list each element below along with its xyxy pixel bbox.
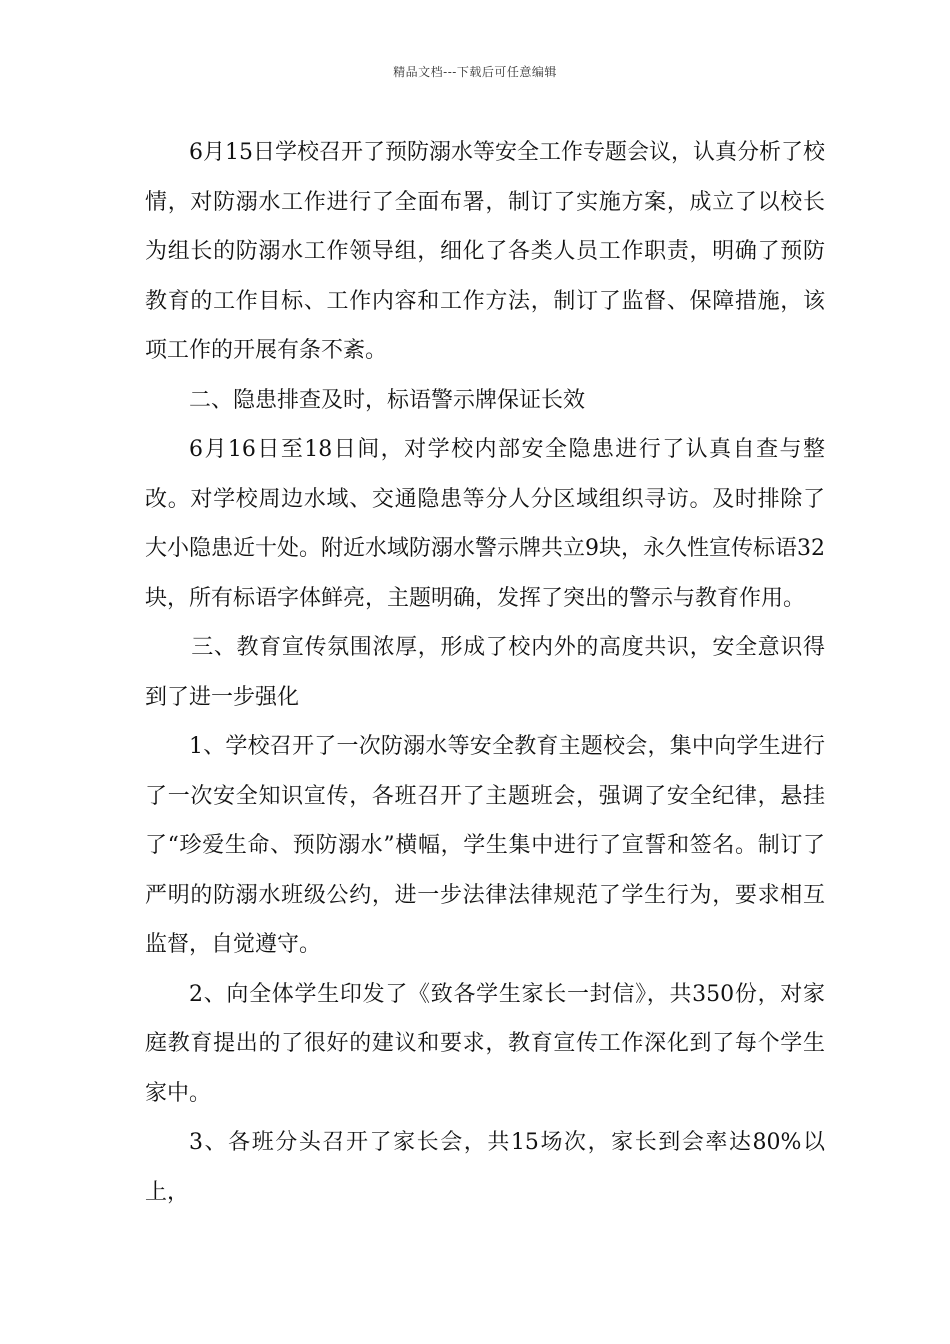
paragraph-item-1: 1、学校召开了一次防溺水等安全教育主题校会，集中向学生进行了一次安全知识宣传，各班召开了主题班会，强调了安全纪律，悬挂了“珍爱生命、预防溺水”横幅，学生集中进行了宣誓和签名。制订了严明的防溺水班级公约，进一步法律法律规范了学生行为，要求相互监督，自觉遵守。 — [145, 734, 825, 957]
section-heading-3: 三、教育宣传氛围浓厚，形成了校内外的高度共识，安全意识得到了进一步强化 — [145, 635, 825, 710]
paragraph-item-3: 3、各班分头召开了家长会，共15场次，家长到会率达80%以上， — [145, 1130, 825, 1205]
paragraph-meeting: 6月15日学校召开了预防溺水等安全工作专题会议，认真分析了校情，对防溺水工作进行了全面布署，制订了实施方案，成立了以校长为组长的防溺水工作领导组，细化了各类人员工作职责，明确了预防教育的工作目标、工作内容和工作方法，制订了监督、保障措施，该项工作的开展有条不紊。 — [145, 140, 825, 363]
paragraph-item-2: 2、向全体学生印发了《致各学生家长一封信》，共350份，对家庭教育提出的了很好的建议和要求，教育宣传工作深化到了每个学生家中。 — [145, 981, 825, 1106]
paragraph-hazard-check: 6月16日至18日间，对学校内部安全隐患进行了认真自查与整改。对学校周边水域、交通隐患等分人分区域组织寻访。及时排除了大小隐患近十处。附近水域防溺水警示牌共立9块，永久性宣传标语32块，所有标语字体鲜亮，主题明确，发挥了突出的警示与教育作用。 — [145, 437, 825, 611]
section-heading-2: 二、隐患排查及时，标语警示牌保证长效 — [189, 387, 586, 413]
page-header: 精品文档---下载后可任意编辑 — [393, 65, 557, 79]
document-body — [145, 128, 825, 1217]
